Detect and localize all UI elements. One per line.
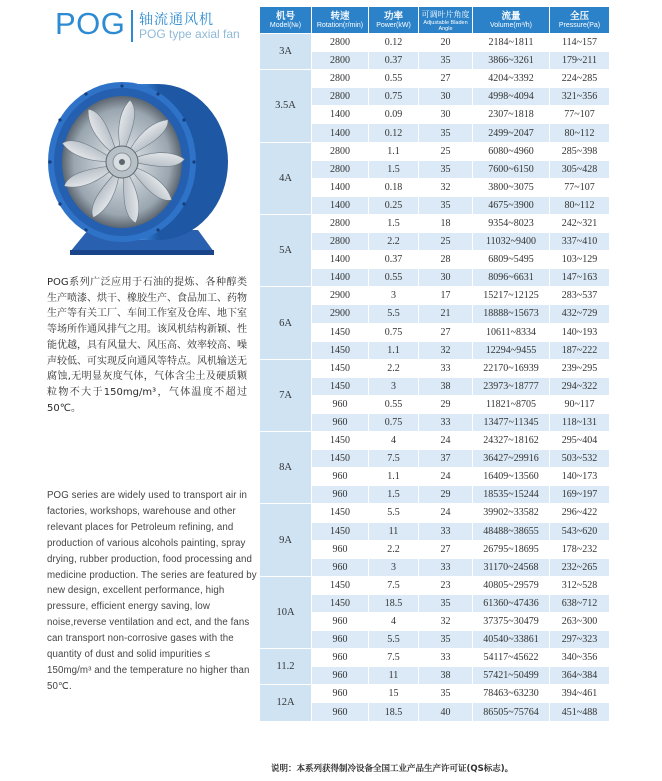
rotation-cell: 2800 bbox=[312, 160, 369, 178]
rotation-cell: 1400 bbox=[312, 269, 369, 287]
rotation-cell: 1450 bbox=[312, 341, 369, 359]
blade-angle-cell: 24 bbox=[419, 504, 473, 522]
power-cell: 1.5 bbox=[369, 486, 419, 504]
pressure-cell: 224~285 bbox=[550, 70, 610, 88]
rotation-cell: 2800 bbox=[312, 233, 369, 251]
blade-angle-cell: 28 bbox=[419, 251, 473, 269]
blade-angle-cell: 33 bbox=[419, 649, 473, 667]
power-cell: 4 bbox=[369, 613, 419, 631]
volume-cell: 3800~3075 bbox=[473, 178, 550, 196]
model-cell: 3A bbox=[260, 34, 312, 70]
table-row bbox=[260, 323, 610, 341]
power-cell: 0.18 bbox=[369, 178, 419, 196]
rotation-cell: 960 bbox=[312, 413, 369, 431]
power-cell: 5.5 bbox=[369, 504, 419, 522]
rotation-cell: 1450 bbox=[312, 377, 369, 395]
power-cell: 18.5 bbox=[369, 703, 419, 721]
table-row bbox=[260, 269, 610, 287]
pressure-cell: 283~537 bbox=[550, 287, 610, 305]
model-cell: 5A bbox=[260, 214, 312, 286]
table-row bbox=[260, 160, 610, 178]
rotation-cell: 960 bbox=[312, 685, 369, 703]
power-cell: 3 bbox=[369, 377, 419, 395]
rotation-cell: 1400 bbox=[312, 124, 369, 142]
table-row bbox=[260, 377, 610, 395]
blade-angle-cell: 25 bbox=[419, 142, 473, 160]
table-row bbox=[260, 594, 610, 612]
model-cell: 4A bbox=[260, 142, 312, 214]
power-cell: 11 bbox=[369, 667, 419, 685]
rotation-cell: 1450 bbox=[312, 323, 369, 341]
volume-cell: 24327~18162 bbox=[473, 432, 550, 450]
power-cell: 0.75 bbox=[369, 323, 419, 341]
power-cell: 5.5 bbox=[369, 305, 419, 323]
volume-cell: 7600~6150 bbox=[473, 160, 550, 178]
power-cell: 0.75 bbox=[369, 88, 419, 106]
power-cell: 0.55 bbox=[369, 269, 419, 287]
table-row bbox=[260, 558, 610, 576]
pressure-cell: 242~321 bbox=[550, 214, 610, 232]
power-cell: 0.25 bbox=[369, 196, 419, 214]
blade-angle-cell: 35 bbox=[419, 685, 473, 703]
volume-cell: 4204~3392 bbox=[473, 70, 550, 88]
rotation-cell: 2800 bbox=[312, 52, 369, 70]
pressure-cell: 340~356 bbox=[550, 649, 610, 667]
pressure-cell: 114~157 bbox=[550, 34, 610, 52]
table-row bbox=[260, 576, 610, 594]
volume-cell: 2499~2047 bbox=[473, 124, 550, 142]
table-row bbox=[260, 522, 610, 540]
blade-angle-cell: 38 bbox=[419, 377, 473, 395]
model-cell: 11.2 bbox=[260, 649, 312, 685]
table-row bbox=[260, 613, 610, 631]
title-english: POG type axial fan bbox=[139, 27, 240, 41]
power-cell: 1.1 bbox=[369, 341, 419, 359]
pressure-cell: 294~322 bbox=[550, 377, 610, 395]
pressure-cell: 451~488 bbox=[550, 703, 610, 721]
pressure-cell: 103~129 bbox=[550, 251, 610, 269]
blade-angle-cell: 29 bbox=[419, 395, 473, 413]
pressure-cell: 90~117 bbox=[550, 395, 610, 413]
rotation-cell: 2800 bbox=[312, 70, 369, 88]
model-cell: 9A bbox=[260, 504, 312, 576]
table-row bbox=[260, 70, 610, 88]
volume-cell: 4675~3900 bbox=[473, 196, 550, 214]
page-title bbox=[55, 6, 255, 46]
power-cell: 2.2 bbox=[369, 233, 419, 251]
blade-angle-cell: 27 bbox=[419, 540, 473, 558]
power-cell: 0.55 bbox=[369, 395, 419, 413]
table-row bbox=[260, 106, 610, 124]
volume-cell: 40540~33861 bbox=[473, 631, 550, 649]
volume-cell: 40805~29579 bbox=[473, 576, 550, 594]
table-row bbox=[260, 540, 610, 558]
pressure-cell: 297~323 bbox=[550, 631, 610, 649]
volume-cell: 10611~8334 bbox=[473, 323, 550, 341]
table-row bbox=[260, 649, 610, 667]
rotation-cell: 960 bbox=[312, 540, 369, 558]
rotation-cell: 2900 bbox=[312, 287, 369, 305]
blade-angle-cell: 35 bbox=[419, 196, 473, 214]
table-row bbox=[260, 504, 610, 522]
power-cell: 3 bbox=[369, 558, 419, 576]
pressure-cell: 147~163 bbox=[550, 269, 610, 287]
axial-fan-image bbox=[18, 70, 246, 260]
pressure-cell: 285~398 bbox=[550, 142, 610, 160]
footnote: 说明：本系列获得制冷设备全国工业产品生产许可证(QS标志)。 bbox=[271, 764, 514, 774]
power-cell: 0.37 bbox=[369, 251, 419, 269]
power-cell: 1.1 bbox=[369, 142, 419, 160]
table-row bbox=[260, 432, 610, 450]
table-row bbox=[260, 685, 610, 703]
power-cell: 0.12 bbox=[369, 124, 419, 142]
blade-angle-cell: 35 bbox=[419, 631, 473, 649]
rotation-cell: 1450 bbox=[312, 522, 369, 540]
header-blade-angle: 可调叶片角度 Adjustable Bladen Angle bbox=[419, 7, 473, 34]
pressure-cell: 118~131 bbox=[550, 413, 610, 431]
pressure-cell: 364~384 bbox=[550, 667, 610, 685]
rotation-cell: 2800 bbox=[312, 88, 369, 106]
pressure-cell: 178~232 bbox=[550, 540, 610, 558]
volume-cell: 39902~33582 bbox=[473, 504, 550, 522]
pressure-cell: 187~222 bbox=[550, 341, 610, 359]
pressure-cell: 140~193 bbox=[550, 323, 610, 341]
table-row bbox=[260, 667, 610, 685]
volume-cell: 86505~75764 bbox=[473, 703, 550, 721]
power-cell: 2.2 bbox=[369, 540, 419, 558]
rotation-cell: 1450 bbox=[312, 594, 369, 612]
power-cell: 0.12 bbox=[369, 34, 419, 52]
blade-angle-cell: 21 bbox=[419, 305, 473, 323]
pressure-cell: 263~300 bbox=[550, 613, 610, 631]
blade-angle-cell: 33 bbox=[419, 359, 473, 377]
rotation-cell: 1450 bbox=[312, 450, 369, 468]
table-row bbox=[260, 305, 610, 323]
blade-angle-cell: 30 bbox=[419, 88, 473, 106]
power-cell: 2.2 bbox=[369, 359, 419, 377]
pressure-cell: 638~712 bbox=[550, 594, 610, 612]
volume-cell: 12294~9455 bbox=[473, 341, 550, 359]
power-cell: 7.5 bbox=[369, 576, 419, 594]
volume-cell: 6080~4960 bbox=[473, 142, 550, 160]
blade-angle-cell: 32 bbox=[419, 178, 473, 196]
model-cell: 3.5A bbox=[260, 70, 312, 142]
rotation-cell: 1450 bbox=[312, 359, 369, 377]
pressure-cell: 394~461 bbox=[550, 685, 610, 703]
pressure-cell: 295~404 bbox=[550, 432, 610, 450]
pressure-cell: 239~295 bbox=[550, 359, 610, 377]
description-english: POG series are widely used to transport air in factories, workshops, warehouse and other relevant places for Petroleum refining, and production of various alcohols painting, spray drying, rubber production, food processing and medicine production. The series are featured by new design, excellent performance, high pressure, efficient energy saving, low noise,reverse ventilation and ect, and the fans can transport non-corrosive gases with the quantity of dust and solid impurities ≤ 150mg/m³ and the temperature no higher than 50℃. bbox=[47, 490, 257, 692]
rotation-cell: 960 bbox=[312, 667, 369, 685]
pressure-cell: 503~532 bbox=[550, 450, 610, 468]
title-divider bbox=[131, 10, 133, 42]
volume-cell: 18888~15673 bbox=[473, 305, 550, 323]
table-row bbox=[260, 341, 610, 359]
volume-cell: 22170~16939 bbox=[473, 359, 550, 377]
pressure-cell: 296~422 bbox=[550, 504, 610, 522]
rotation-cell: 960 bbox=[312, 649, 369, 667]
power-cell: 1.5 bbox=[369, 160, 419, 178]
model-cell: 10A bbox=[260, 576, 312, 648]
blade-angle-cell: 24 bbox=[419, 468, 473, 486]
rotation-cell: 1400 bbox=[312, 196, 369, 214]
table-row bbox=[260, 468, 610, 486]
table-row bbox=[260, 631, 610, 649]
blade-angle-cell: 40 bbox=[419, 703, 473, 721]
pressure-cell: 232~265 bbox=[550, 558, 610, 576]
volume-cell: 37375~30479 bbox=[473, 613, 550, 631]
pressure-cell: 169~197 bbox=[550, 486, 610, 504]
volume-cell: 3866~3261 bbox=[473, 52, 550, 70]
rotation-cell: 2900 bbox=[312, 305, 369, 323]
table-row bbox=[260, 395, 610, 413]
model-cell: 6A bbox=[260, 287, 312, 359]
table-row bbox=[260, 178, 610, 196]
table-row bbox=[260, 359, 610, 377]
volume-cell: 2307~1818 bbox=[473, 106, 550, 124]
rotation-cell: 960 bbox=[312, 468, 369, 486]
blade-angle-cell: 24 bbox=[419, 432, 473, 450]
blade-angle-cell: 35 bbox=[419, 52, 473, 70]
pressure-cell: 80~112 bbox=[550, 124, 610, 142]
power-cell: 15 bbox=[369, 685, 419, 703]
rotation-cell: 2800 bbox=[312, 34, 369, 52]
table-row bbox=[260, 486, 610, 504]
blade-angle-cell: 30 bbox=[419, 269, 473, 287]
rotation-cell: 1400 bbox=[312, 251, 369, 269]
pressure-cell: 337~410 bbox=[550, 233, 610, 251]
power-cell: 4 bbox=[369, 432, 419, 450]
blade-angle-cell: 25 bbox=[419, 233, 473, 251]
rotation-cell: 960 bbox=[312, 613, 369, 631]
volume-cell: 78463~63230 bbox=[473, 685, 550, 703]
power-cell: 11 bbox=[369, 522, 419, 540]
volume-cell: 57421~50499 bbox=[473, 667, 550, 685]
blade-angle-cell: 30 bbox=[419, 106, 473, 124]
blade-angle-cell: 32 bbox=[419, 613, 473, 631]
pressure-cell: 543~620 bbox=[550, 522, 610, 540]
blade-angle-cell: 33 bbox=[419, 522, 473, 540]
power-cell: 0.09 bbox=[369, 106, 419, 124]
table-row bbox=[260, 124, 610, 142]
title-chinese: 轴流通风机 bbox=[139, 12, 214, 28]
blade-angle-cell: 35 bbox=[419, 160, 473, 178]
volume-cell: 61360~47436 bbox=[473, 594, 550, 612]
rotation-cell: 1450 bbox=[312, 432, 369, 450]
model-cell: 8A bbox=[260, 432, 312, 504]
volume-cell: 2184~1811 bbox=[473, 34, 550, 52]
volume-cell: 11821~8705 bbox=[473, 395, 550, 413]
pressure-cell: 77~107 bbox=[550, 106, 610, 124]
rotation-cell: 1400 bbox=[312, 106, 369, 124]
table-row bbox=[260, 287, 610, 305]
volume-cell: 9354~8023 bbox=[473, 214, 550, 232]
blade-angle-cell: 17 bbox=[419, 287, 473, 305]
blade-angle-cell: 18 bbox=[419, 214, 473, 232]
rotation-cell: 1450 bbox=[312, 504, 369, 522]
blade-angle-cell: 33 bbox=[419, 558, 473, 576]
rotation-cell: 960 bbox=[312, 558, 369, 576]
pressure-cell: 140~173 bbox=[550, 468, 610, 486]
blade-angle-cell: 37 bbox=[419, 450, 473, 468]
model-cell: 12A bbox=[260, 685, 312, 721]
table-row bbox=[260, 450, 610, 468]
blade-angle-cell: 32 bbox=[419, 341, 473, 359]
volume-cell: 4998~4094 bbox=[473, 88, 550, 106]
blade-angle-cell: 38 bbox=[419, 667, 473, 685]
volume-cell: 18535~15244 bbox=[473, 486, 550, 504]
table-row bbox=[260, 34, 610, 52]
rotation-cell: 1400 bbox=[312, 178, 369, 196]
volume-cell: 31170~24568 bbox=[473, 558, 550, 576]
spec-table bbox=[259, 6, 610, 722]
description-chinese: POG系列广泛应用于石油的提炼、各种醇类生产喷漆、烘干、橡胶生产、食品加工、药物生产等有关工厂、车间工作室及仓库、地下室等场所作通风排气之用。该风机结构新颖、性能优越，具有风量大、风压高、效率较高、噪声较低、可实现反向通风等特点。风机输送无腐蚀,无明显灰度气体，气体含尘土及硬质颗粒物不大于150mg/m³，气体温度不超过50℃。 bbox=[47, 277, 247, 414]
power-cell: 3 bbox=[369, 287, 419, 305]
table-row bbox=[260, 233, 610, 251]
table-row bbox=[260, 88, 610, 106]
volume-cell: 13477~11345 bbox=[473, 413, 550, 431]
power-cell: 0.75 bbox=[369, 413, 419, 431]
power-cell: 7.5 bbox=[369, 649, 419, 667]
power-cell: 0.55 bbox=[369, 70, 419, 88]
volume-cell: 15217~12125 bbox=[473, 287, 550, 305]
blade-angle-cell: 35 bbox=[419, 124, 473, 142]
volume-cell: 54117~45622 bbox=[473, 649, 550, 667]
volume-cell: 6809~5495 bbox=[473, 251, 550, 269]
table-row bbox=[260, 52, 610, 70]
pressure-cell: 321~356 bbox=[550, 88, 610, 106]
rotation-cell: 2800 bbox=[312, 214, 369, 232]
pressure-cell: 305~428 bbox=[550, 160, 610, 178]
pressure-cell: 312~528 bbox=[550, 576, 610, 594]
volume-cell: 23973~18777 bbox=[473, 377, 550, 395]
rotation-cell: 960 bbox=[312, 486, 369, 504]
blade-angle-cell: 20 bbox=[419, 34, 473, 52]
pressure-cell: 77~107 bbox=[550, 178, 610, 196]
table-body bbox=[260, 34, 610, 722]
pressure-cell: 179~211 bbox=[550, 52, 610, 70]
table-row bbox=[260, 251, 610, 269]
blade-angle-cell: 29 bbox=[419, 486, 473, 504]
header-pressure: 全压 Pressure(Pa) bbox=[550, 7, 610, 34]
rotation-cell: 960 bbox=[312, 631, 369, 649]
table-row bbox=[260, 142, 610, 160]
blade-angle-cell: 27 bbox=[419, 323, 473, 341]
rotation-cell: 2800 bbox=[312, 142, 369, 160]
header-rotation: 转速 Rotation(r/min) bbox=[312, 7, 369, 34]
pressure-cell: 80~112 bbox=[550, 196, 610, 214]
volume-cell: 26795~18695 bbox=[473, 540, 550, 558]
table-row bbox=[260, 413, 610, 431]
volume-cell: 48488~38655 bbox=[473, 522, 550, 540]
power-cell: 5.5 bbox=[369, 631, 419, 649]
power-cell: 1.5 bbox=[369, 214, 419, 232]
volume-cell: 8096~6631 bbox=[473, 269, 550, 287]
pressure-cell: 432~729 bbox=[550, 305, 610, 323]
rotation-cell: 960 bbox=[312, 703, 369, 721]
header-power: 功率 Power(kW) bbox=[369, 7, 419, 34]
power-cell: 7.5 bbox=[369, 450, 419, 468]
table-row bbox=[260, 214, 610, 232]
header-model: 机号 Model(№) bbox=[260, 7, 312, 34]
blade-angle-cell: 23 bbox=[419, 576, 473, 594]
volume-cell: 16409~13560 bbox=[473, 468, 550, 486]
volume-cell: 36427~29916 bbox=[473, 450, 550, 468]
rotation-cell: 1450 bbox=[312, 576, 369, 594]
rotation-cell: 960 bbox=[312, 395, 369, 413]
axial-fan-icon bbox=[18, 70, 246, 260]
volume-cell: 11032~9400 bbox=[473, 233, 550, 251]
power-cell: 1.1 bbox=[369, 468, 419, 486]
header-volume: 流量 Volume(m³/h) bbox=[473, 7, 550, 34]
model-cell: 7A bbox=[260, 359, 312, 431]
blade-angle-cell: 27 bbox=[419, 70, 473, 88]
power-cell: 0.37 bbox=[369, 52, 419, 70]
blade-angle-cell: 33 bbox=[419, 413, 473, 431]
brand-name: POG bbox=[55, 6, 126, 41]
blade-angle-cell: 35 bbox=[419, 594, 473, 612]
table-row bbox=[260, 703, 610, 721]
power-cell: 18.5 bbox=[369, 594, 419, 612]
table-header-row bbox=[260, 7, 610, 34]
table-row bbox=[260, 196, 610, 214]
